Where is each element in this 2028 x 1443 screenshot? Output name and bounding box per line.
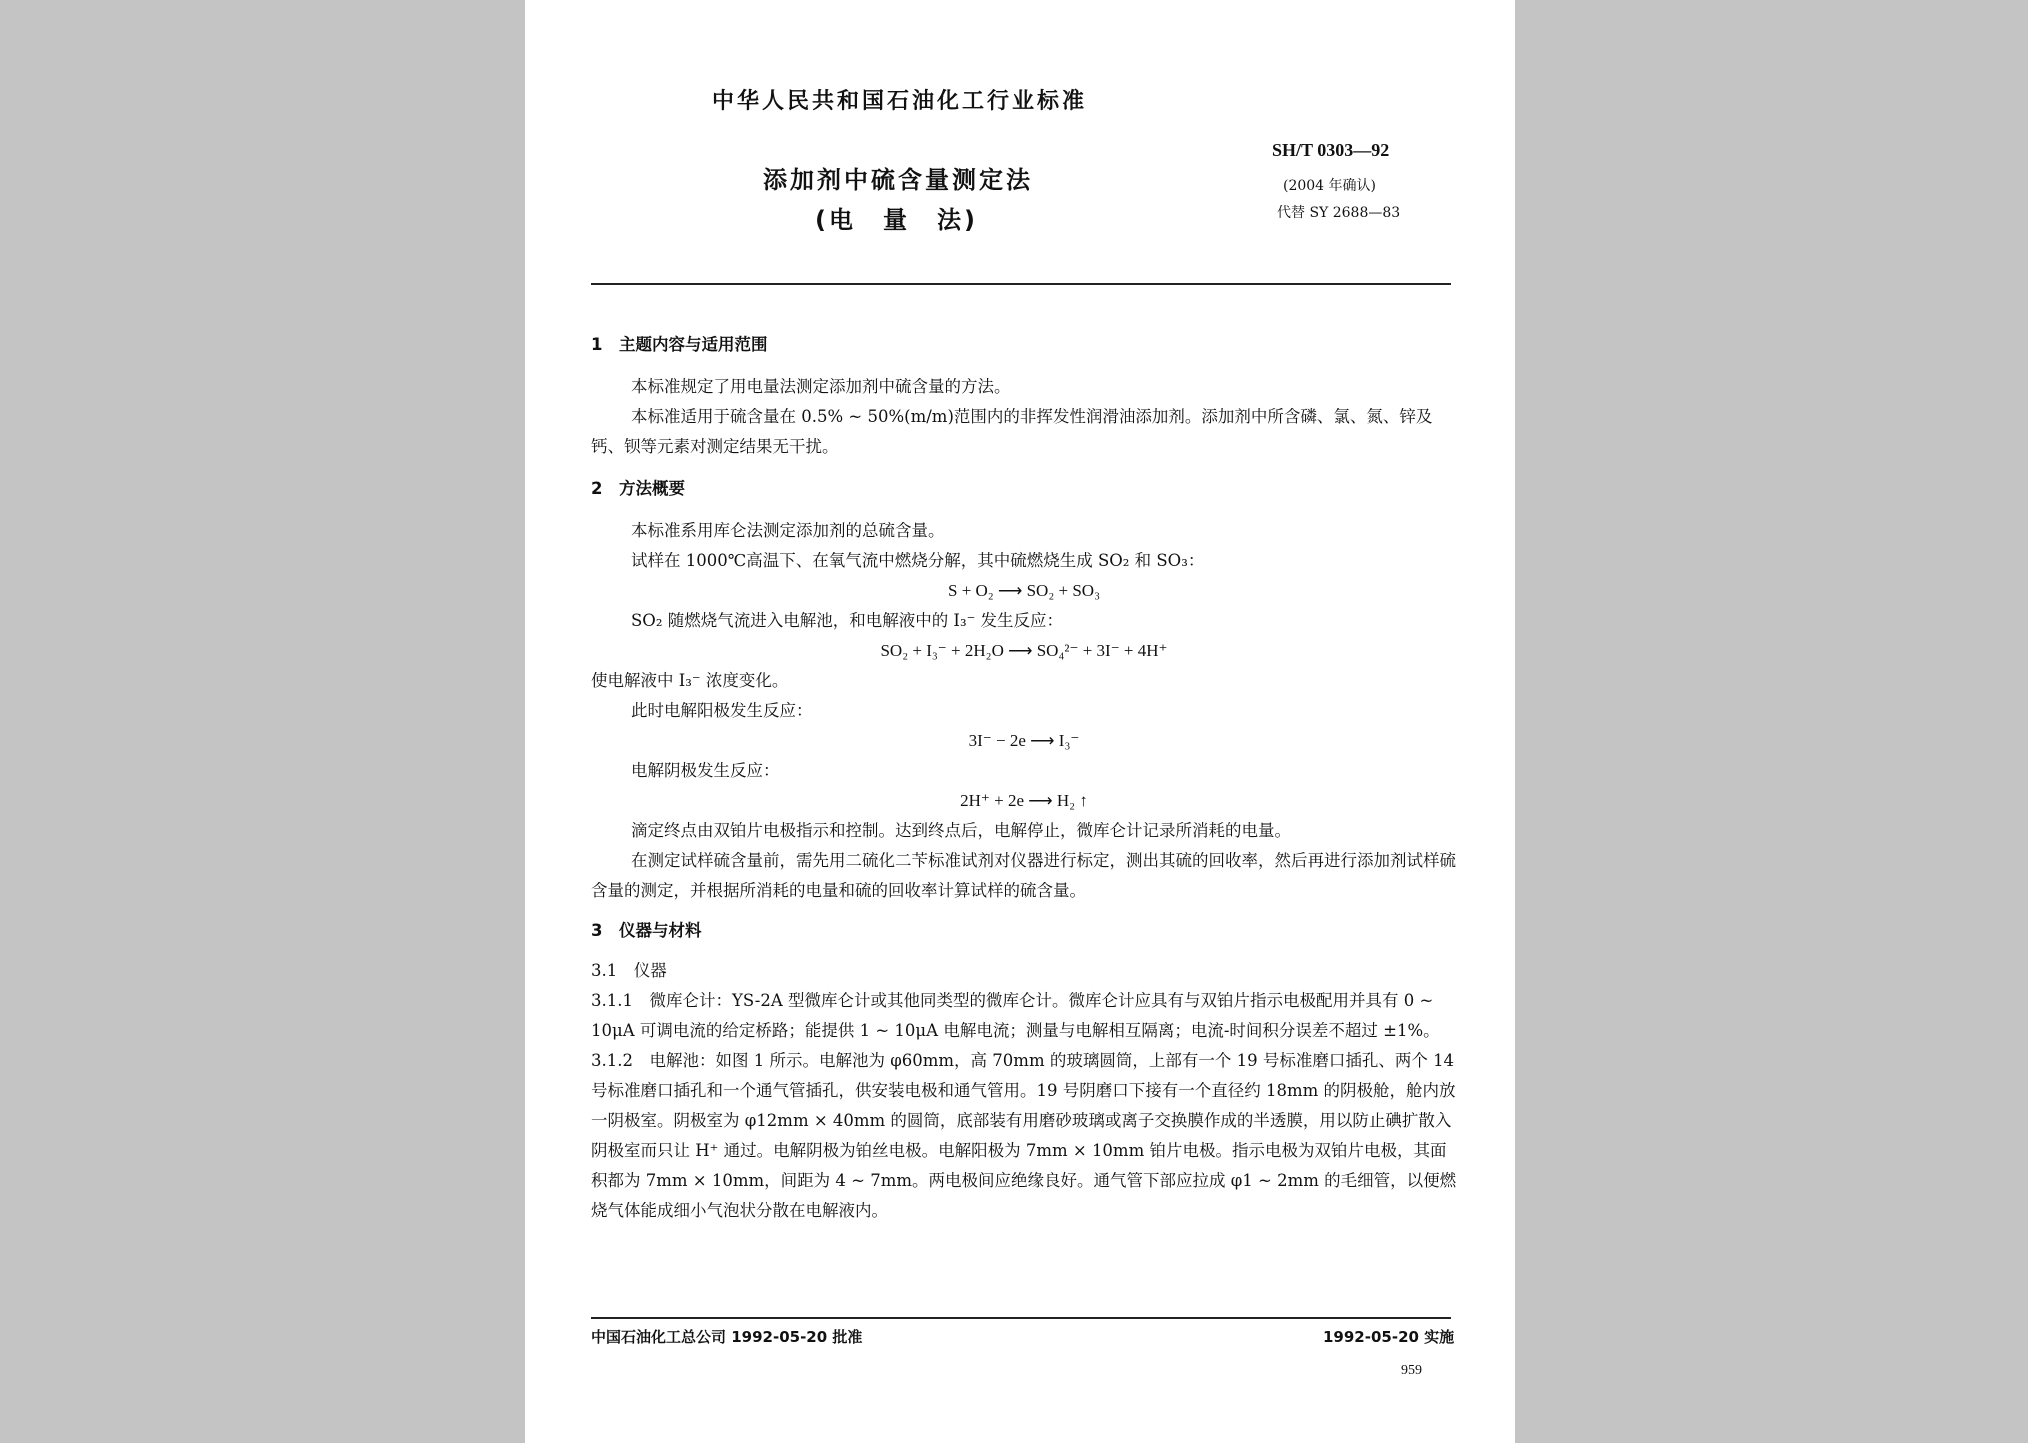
paragraph: 滴定终点由双铂片电极指示和控制。达到终点后，电解停止，微库仑计记录所消耗的电量。 (631, 821, 1291, 840)
paragraph: 本标准适用于硫含量在 0.5% ~ 50%(m/m)范围内的非挥发性润滑油添加剂。添加剂中所含磷、氯、氮、锌及钙、钡等元素对测定结果无干扰。 (591, 407, 1433, 456)
confirmation-note: (2004 年确认) (1283, 178, 1377, 194)
paragraph: 3.1.2 电解池：如图 1 所示。电解池为 φ60mm，高 70mm 的玻璃圆筒，上部有一个 19 号标准磨口插孔、两个 14 号标准磨口插孔和一个通气管插孔，供安装电极和通气管用。19 号阴磨口下接有一个直径约 18mm 的阴极舱，舱内放一阴极室。阴极室为 φ12mm × 40mm 的圆筒，底部装有用磨砂玻璃或离子交换膜作成的半透膜，用以防止碘扩散入阴极室而只让 H⁺ 通过。电解阴极为铂丝电极。电解阳极为 7mm × 10mm 铂片电极。指示电极为双铂片电极，其面积都为 7mm × 10mm，间距为 4 ~ 7mm。两电极间应绝缘良好。通气管下部应拉成 φ1 ~ 2mm 的毛细管，以便燃烧气体能成细小气泡状分散在电解液内。 (591, 1051, 1457, 1220)
section-heading: 1 主题内容与适用范围 (591, 335, 768, 354)
header-divider (591, 283, 1451, 285)
paragraph: 3.1.1 微库仑计：YS-2A 型微库仑计或其他同类型的微库仑计。微库仑计应具有与双铂片指示电极配用并具有 0 ~ 10μA 可调电流的给定桥路；能提供 1 ~ 10μA 电解电流；测量与电解相互隔离；电流-时间积分误差不超过 ±1%。 (591, 991, 1440, 1040)
paragraph: 试样在 1000℃高温下、在氧气流中燃烧分解，其中硫燃烧生成 SO₂ 和 SO₃： (631, 551, 1205, 570)
equation: 3I⁻ − 2e ⟶ I₃⁻ (968, 731, 1080, 750)
approval-line: 中国石油化工总公司 1992-05-20 批准 (591, 1328, 863, 1346)
document-body (591, 330, 1457, 1226)
subsection-heading: 3.1 仪器 (591, 961, 667, 980)
standard-subtitle: (电 量 法) (815, 206, 978, 234)
document-page (525, 0, 1515, 1443)
page-number: 959 (1401, 1363, 1422, 1378)
paragraph: 电解阴极发生反应： (631, 761, 780, 780)
issuing-authority: 中华人民共和国石油化工行业标准 (712, 89, 1088, 114)
paragraph: 此时电解阳极发生反应： (631, 701, 813, 720)
replaces-note: 代替 SY 2688—83 (1277, 205, 1401, 221)
paragraph: 本标准规定了用电量法测定添加剂中硫含量的方法。 (631, 377, 1011, 396)
paragraph: 本标准系用库仑法测定添加剂的总硫含量。 (631, 521, 945, 540)
standard-code: SH/T 0303—92 (1272, 140, 1390, 160)
equation: S + O₂ ⟶ SO₂ + SO₃ (947, 581, 1101, 600)
standard-title: 添加剂中硫含量测定法 (763, 166, 1033, 194)
section-heading: 3 仪器与材料 (591, 921, 702, 940)
paragraph: SO₂ 随燃烧气流进入电解池，和电解液中的 I₃⁻ 发生反应： (631, 611, 1064, 630)
effective-date: 1992-05-20 实施 (1323, 1328, 1455, 1346)
equation: 2H⁺ + 2e ⟶ H₂ ↑ (960, 791, 1088, 810)
equation: SO₂ + I₃⁻ + 2H₂O ⟶ SO₄²⁻ + 3I⁻ + 4H⁺ (880, 641, 1168, 660)
section-heading: 2 方法概要 (591, 479, 685, 498)
paragraph: 在测定试样硫含量前，需先用二硫化二苄标准试剂对仪器进行标定，测出其硫的回收率，然后再进行添加剂试样硫含量的测定，并根据所消耗的电量和硫的回收率计算试样的硫含量。 (591, 851, 1456, 900)
footer-divider (591, 1317, 1451, 1319)
paragraph: 使电解液中 I₃⁻ 浓度变化。 (591, 671, 789, 690)
